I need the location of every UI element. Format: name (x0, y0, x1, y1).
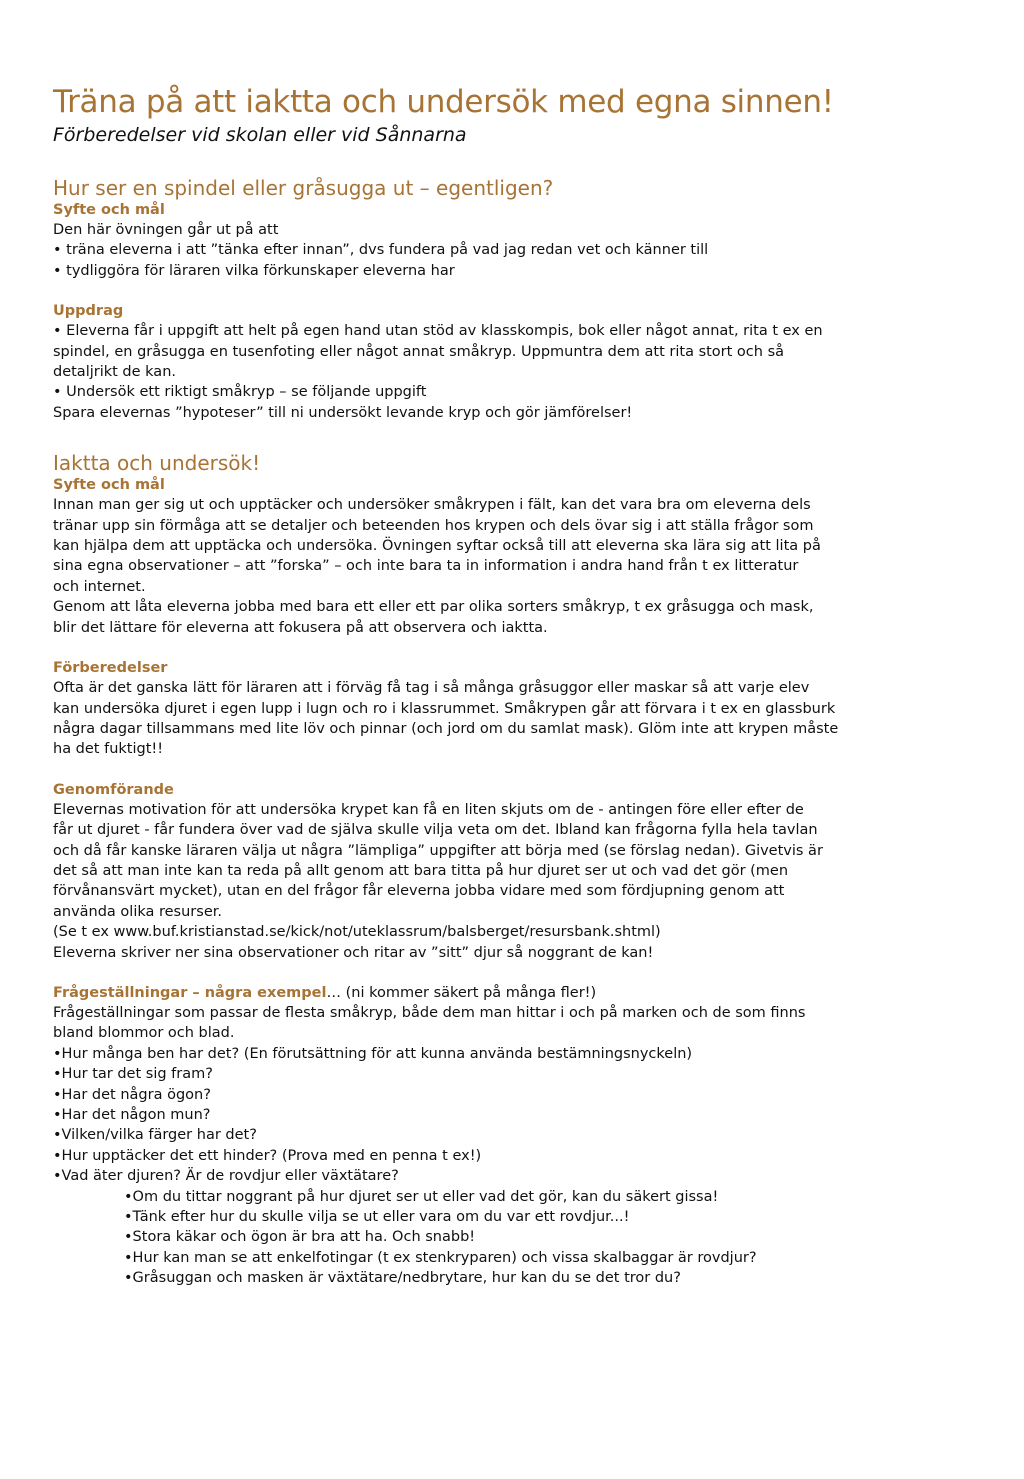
document-subtitle: Förberedelser vid skolan eller vid Sånnarna (53, 124, 467, 146)
text-line: Spara elevernas ”hypoteser” till ni undersökt levande kryp och gör jämförelser! (53, 404, 633, 421)
text-line: och internet. (53, 578, 146, 595)
subheading-syfte: Syfte och mål (53, 202, 165, 218)
syfte-text (53, 220, 958, 281)
text-line: •Gråsuggan och masken är växtätare/nedbrytare, hur kan du se det tror du? (124, 1270, 681, 1287)
text-line: Innan man ger sig ut och upptäcker och undersöker småkrypen i fält, kan det vara bra om eleverna dels (53, 497, 811, 514)
text-line: Frågeställningar som passar de flesta småkryp, både dem man hittar i och på marken och de som finns (53, 1004, 806, 1021)
text-line: Eleverna skriver ner sina observationer och ritar av ”sitt” djur så noggrant de kan! (53, 944, 654, 961)
text-line: • Eleverna får i uppgift att helt på egen hand utan stöd av klasskompis, bok eller något annat, rita t ex en (53, 323, 823, 340)
section-spider-woodlouse (53, 176, 958, 423)
text-line: •Har det några ögon? (53, 1086, 211, 1103)
subheading-genomforande: Genomförande (53, 781, 174, 798)
text-line: •Om du tittar noggrant på hur djuret ser ut eller vad det gör, kan du säkert gissa! (124, 1188, 719, 1205)
text-line: •Har det någon mun? (53, 1107, 211, 1123)
text-line: Den här övningen går ut på att (53, 222, 279, 238)
forberedelser-text (53, 678, 958, 760)
text-line: Ofta är det ganska lätt för läraren att i förväg få tag i så många gråsuggor eller maskar så att varje elev (53, 680, 810, 697)
text-line: får ut djuret - får fundera över vad de själva skulle vilja veta om det. Ibland kan frågorna fylla hela tavlan (53, 822, 818, 839)
text-line: (Se t ex www.buf.kristianstad.se/kick/not/uteklassrum/balsberget/resursbank.shtml) (53, 924, 661, 941)
text-line: •Hur många ben har det? (En förutsättning för att kunna använda bestämningsnyckeln) (53, 1045, 693, 1062)
fragor-heading-label: Frågeställningar – några exempel (53, 984, 327, 1001)
text-line: •Vad äter djuren? Är de rovdjur eller växtätare? (53, 1168, 399, 1185)
text-line: spindel, en gråsugga en tusenfoting eller något annat småkryp. Uppmuntra dem att rita stort och så (53, 343, 785, 360)
text-line: •Vilken/vilka färger har det? (53, 1127, 257, 1144)
text-line: ha det fuktigt!! (53, 741, 164, 758)
text-line: och då får kanske läraren välja ut några ”lämpliga” uppgifter att börja med (se förslag nedan). Givetvis är (53, 842, 823, 859)
text-line: Elevernas motivation för att undersöka krypet kan få en liten skjuts om de - antingen före eller efter de (53, 801, 804, 818)
document-title: Träna på att iaktta och undersök med egna sinnen! (53, 84, 834, 120)
text-line: blir det lättare för eleverna att fokusera på att observera och iaktta. (53, 619, 548, 636)
text-line: sina egna observationer – att ”forska” – och inte bara ta in information i andra hand från t ex litteratur (53, 558, 799, 575)
subheading-uppdrag: Uppdrag (53, 303, 124, 320)
subheading-fragor (53, 983, 958, 1003)
fragor-heading-suffix: … (ni kommer säkert på många fler!) (326, 984, 597, 1001)
text-line: • tydliggöra för läraren vilka förkunskaper eleverna har (53, 262, 455, 279)
text-line: det så att man inte kan ta reda på allt genom att bara titta på hur djuret ser ut och vad det gör (men (53, 862, 789, 879)
text-line: använda olika resurser. (53, 903, 222, 920)
section-observe-investigate (53, 451, 958, 1288)
fragor-text (53, 1003, 958, 1187)
text-line: bland blommor och blad. (53, 1025, 235, 1042)
text-line: • träna eleverna i att ”tänka efter innan”, dvs fundera på vad jag redan vet och känner till (53, 242, 709, 259)
syfte-text (53, 495, 958, 638)
text-line: •Hur tar det sig fram? (53, 1066, 213, 1083)
section-heading: Iaktta och undersök! (53, 451, 261, 476)
fragor-subquestions (53, 1187, 958, 1289)
text-line: några dagar tillsammans med lite löv och pinnar (och jord om du samlat mask). Glöm inte att krypen måste (53, 720, 839, 737)
section-heading: Hur ser en spindel eller gråsugga ut – egentligen? (53, 176, 554, 200)
text-line: detaljrikt de kan. (53, 364, 176, 381)
text-line: kan undersöka djuret i egen lupp i lugn och ro i klassrummet. Småkrypen går att förvara i t ex en glassburk (53, 700, 836, 717)
text-line: •Hur kan man se att enkelfotingar (t ex stenkryparen) och vissa skalbaggar är rovdjur? (124, 1249, 757, 1266)
text-line: • Undersök ett riktigt småkryp – se följande uppgift (53, 384, 427, 401)
text-line: kan hjälpa dem att upptäcka och undersöka. Övningen syftar också till att eleverna ska lära sig att lita på (53, 538, 821, 555)
uppdrag-text (53, 321, 958, 423)
document-page (53, 82, 958, 1289)
text-line: •Hur upptäcker det ett hinder? (Prova med en penna t ex!) (53, 1147, 482, 1164)
genomforande-text (53, 800, 958, 963)
text-line: Genom att låta eleverna jobba med bara ett eller ett par olika sorters småkryp, t ex gråsugga och mask, (53, 599, 814, 616)
text-line: •Tänk efter hur du skulle vilja se ut eller vara om du var ett rovdjur...! (124, 1209, 630, 1226)
subheading-syfte: Syfte och mål (53, 477, 165, 494)
text-line: tränar upp sin förmåga att se detaljer och beteenden hos krypen och dels övar sig i att ställa frågor som (53, 517, 814, 534)
text-line: •Stora käkar och ögon är bra att ha. Och snabb! (124, 1229, 476, 1246)
subheading-forberedelser: Förberedelser (53, 660, 168, 677)
text-line: förvånansvärt mycket), utan en del frågor får eleverna jobba vidare med som fördjupning genom att (53, 883, 785, 900)
